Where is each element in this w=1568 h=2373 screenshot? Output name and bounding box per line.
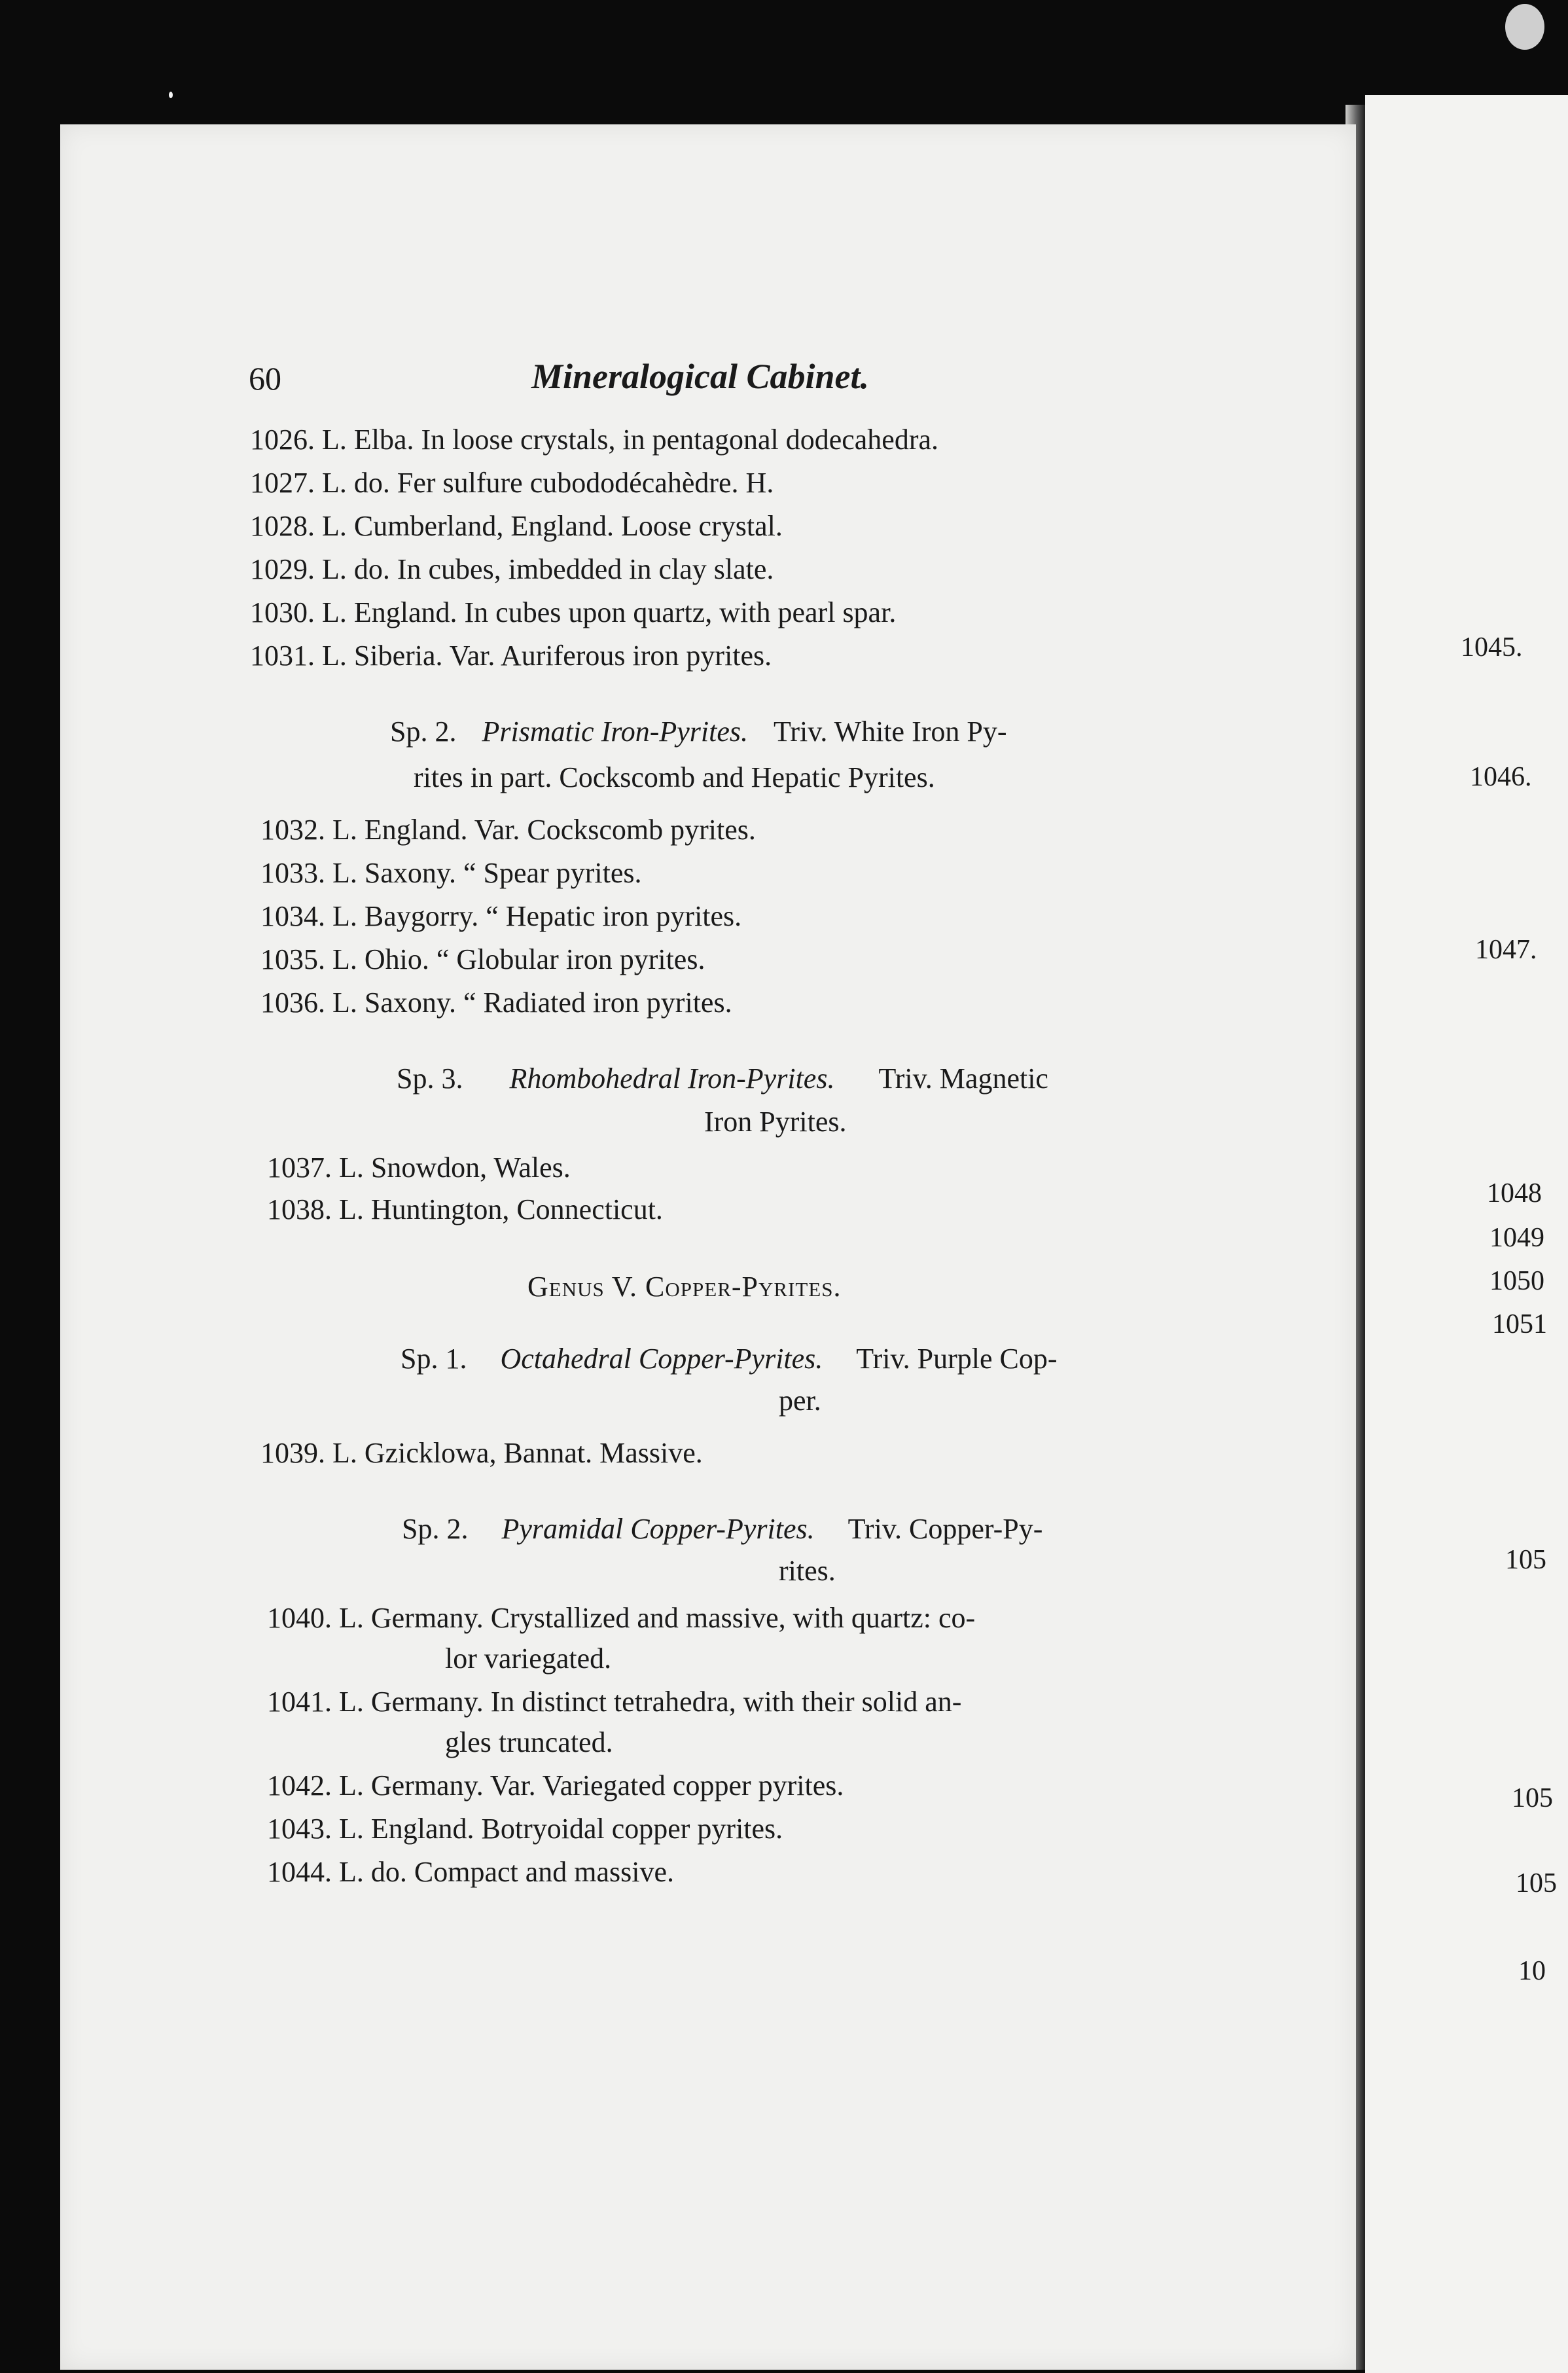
- catalog-entry: 1034. L. Baygorry. “ Hepatic iron pyrites.: [260, 900, 742, 932]
- page-number: 60: [249, 360, 281, 397]
- trivial-name: Triv. Copper-Py-: [847, 1513, 1043, 1545]
- book-page: [60, 124, 1356, 2370]
- species-name: Octahedral Copper-Pyrites.: [500, 1343, 823, 1375]
- catalog-entry: 1037. L. Snowdon, Wales.: [267, 1151, 571, 1184]
- species-heading: [401, 1345, 1058, 1373]
- catalog-entry-continued: gles truncated.: [445, 1726, 613, 1758]
- trivial-name: Triv. Purple Cop-: [856, 1343, 1058, 1375]
- catalog-entry: 1043. L. England. Botryoidal copper pyrites.: [267, 1813, 783, 1845]
- catalog-entry: 1044. L. do. Compact and massive.: [267, 1856, 675, 1888]
- facing-page-number-fragment: 10: [1518, 1956, 1546, 1986]
- species-heading: [402, 1515, 1042, 1544]
- trivial-name-continued: rites in part. Cockscomb and Hepatic Pyrites.: [414, 761, 935, 793]
- catalog-entry-continued: lor variegated.: [445, 1642, 612, 1675]
- catalog-entry: 1031. L. Siberia. Var. Auriferous iron pyrites.: [250, 640, 772, 672]
- scan-speck: [1505, 4, 1544, 50]
- scan-speck: [169, 92, 173, 98]
- species-number: Sp. 3.: [397, 1062, 463, 1095]
- catalog-entry: 1041. L. Germany. In distinct tetrahedra, with their solid an-: [267, 1686, 962, 1718]
- trivial-name-continued: Iron Pyrites.: [704, 1106, 847, 1138]
- species-name: Prismatic Iron-Pyrites.: [482, 716, 749, 748]
- species-number: Sp. 2.: [390, 716, 457, 748]
- catalog-entry: 1040. L. Germany. Crystallized and massive, with quartz: co-: [267, 1602, 976, 1634]
- facing-page-number-fragment: 105: [1505, 1545, 1546, 1575]
- genus-heading: Genus V. Copper-Pyrites.: [527, 1271, 842, 1303]
- species-number: Sp. 2.: [402, 1513, 469, 1545]
- species-number: Sp. 1.: [401, 1343, 467, 1375]
- catalog-entry: 1029. L. do. In cubes, imbedded in clay slate.: [250, 553, 774, 585]
- facing-page-number-fragment: 1046.: [1470, 762, 1532, 792]
- catalog-entry: 1026. L. Elba. In loose crystals, in pentagonal dodecahedra.: [250, 424, 939, 456]
- catalog-entry: 1030. L. England. In cubes upon quartz, with pearl spar.: [250, 596, 897, 628]
- species-heading: [397, 1064, 1048, 1093]
- facing-page-number-fragment: 1050: [1489, 1266, 1544, 1296]
- facing-page-number-fragment: 1051: [1492, 1309, 1547, 1339]
- facing-page-number-fragment: 1049: [1489, 1223, 1544, 1253]
- species-name: Pyramidal Copper-Pyrites.: [501, 1513, 815, 1545]
- catalog-entry: 1035. L. Ohio. “ Globular iron pyrites.: [260, 943, 705, 975]
- running-title: Mineralogical Cabinet.: [531, 357, 870, 396]
- catalog-entry: 1042. L. Germany. Var. Variegated copper pyrites.: [267, 1769, 844, 1802]
- trivial-name-continued: per.: [779, 1385, 821, 1417]
- species-heading: [390, 717, 1007, 746]
- facing-page-number-fragment: 1047.: [1475, 935, 1537, 965]
- catalog-entry: 1027. L. do. Fer sulfure cubododécahèdre. H.: [250, 467, 774, 499]
- catalog-entry: 1033. L. Saxony. “ Spear pyrites.: [260, 857, 642, 889]
- trivial-name: Triv. Magnetic: [878, 1062, 1048, 1095]
- catalog-entry: 1032. L. England. Var. Cockscomb pyrites.: [260, 814, 756, 846]
- catalog-entry: 1038. L. Huntington, Connecticut.: [267, 1193, 663, 1225]
- facing-page-number-fragment: 1045.: [1461, 632, 1523, 662]
- species-name: Rhombohedral Iron-Pyrites.: [509, 1062, 835, 1095]
- facing-page-number-fragment: 105: [1512, 1783, 1553, 1813]
- trivial-name-continued: rites.: [779, 1555, 836, 1587]
- catalog-entry: 1036. L. Saxony. “ Radiated iron pyrites.: [260, 987, 732, 1019]
- trivial-name: Triv. White Iron Py-: [774, 716, 1007, 748]
- catalog-entry: 1039. L. Gzicklowa, Bannat. Massive.: [260, 1437, 703, 1469]
- facing-page-number-fragment: 105: [1516, 1868, 1557, 1898]
- catalog-entry: 1028. L. Cumberland, England. Loose crystal.: [250, 510, 783, 542]
- facing-page-number-fragment: 1048: [1487, 1178, 1542, 1208]
